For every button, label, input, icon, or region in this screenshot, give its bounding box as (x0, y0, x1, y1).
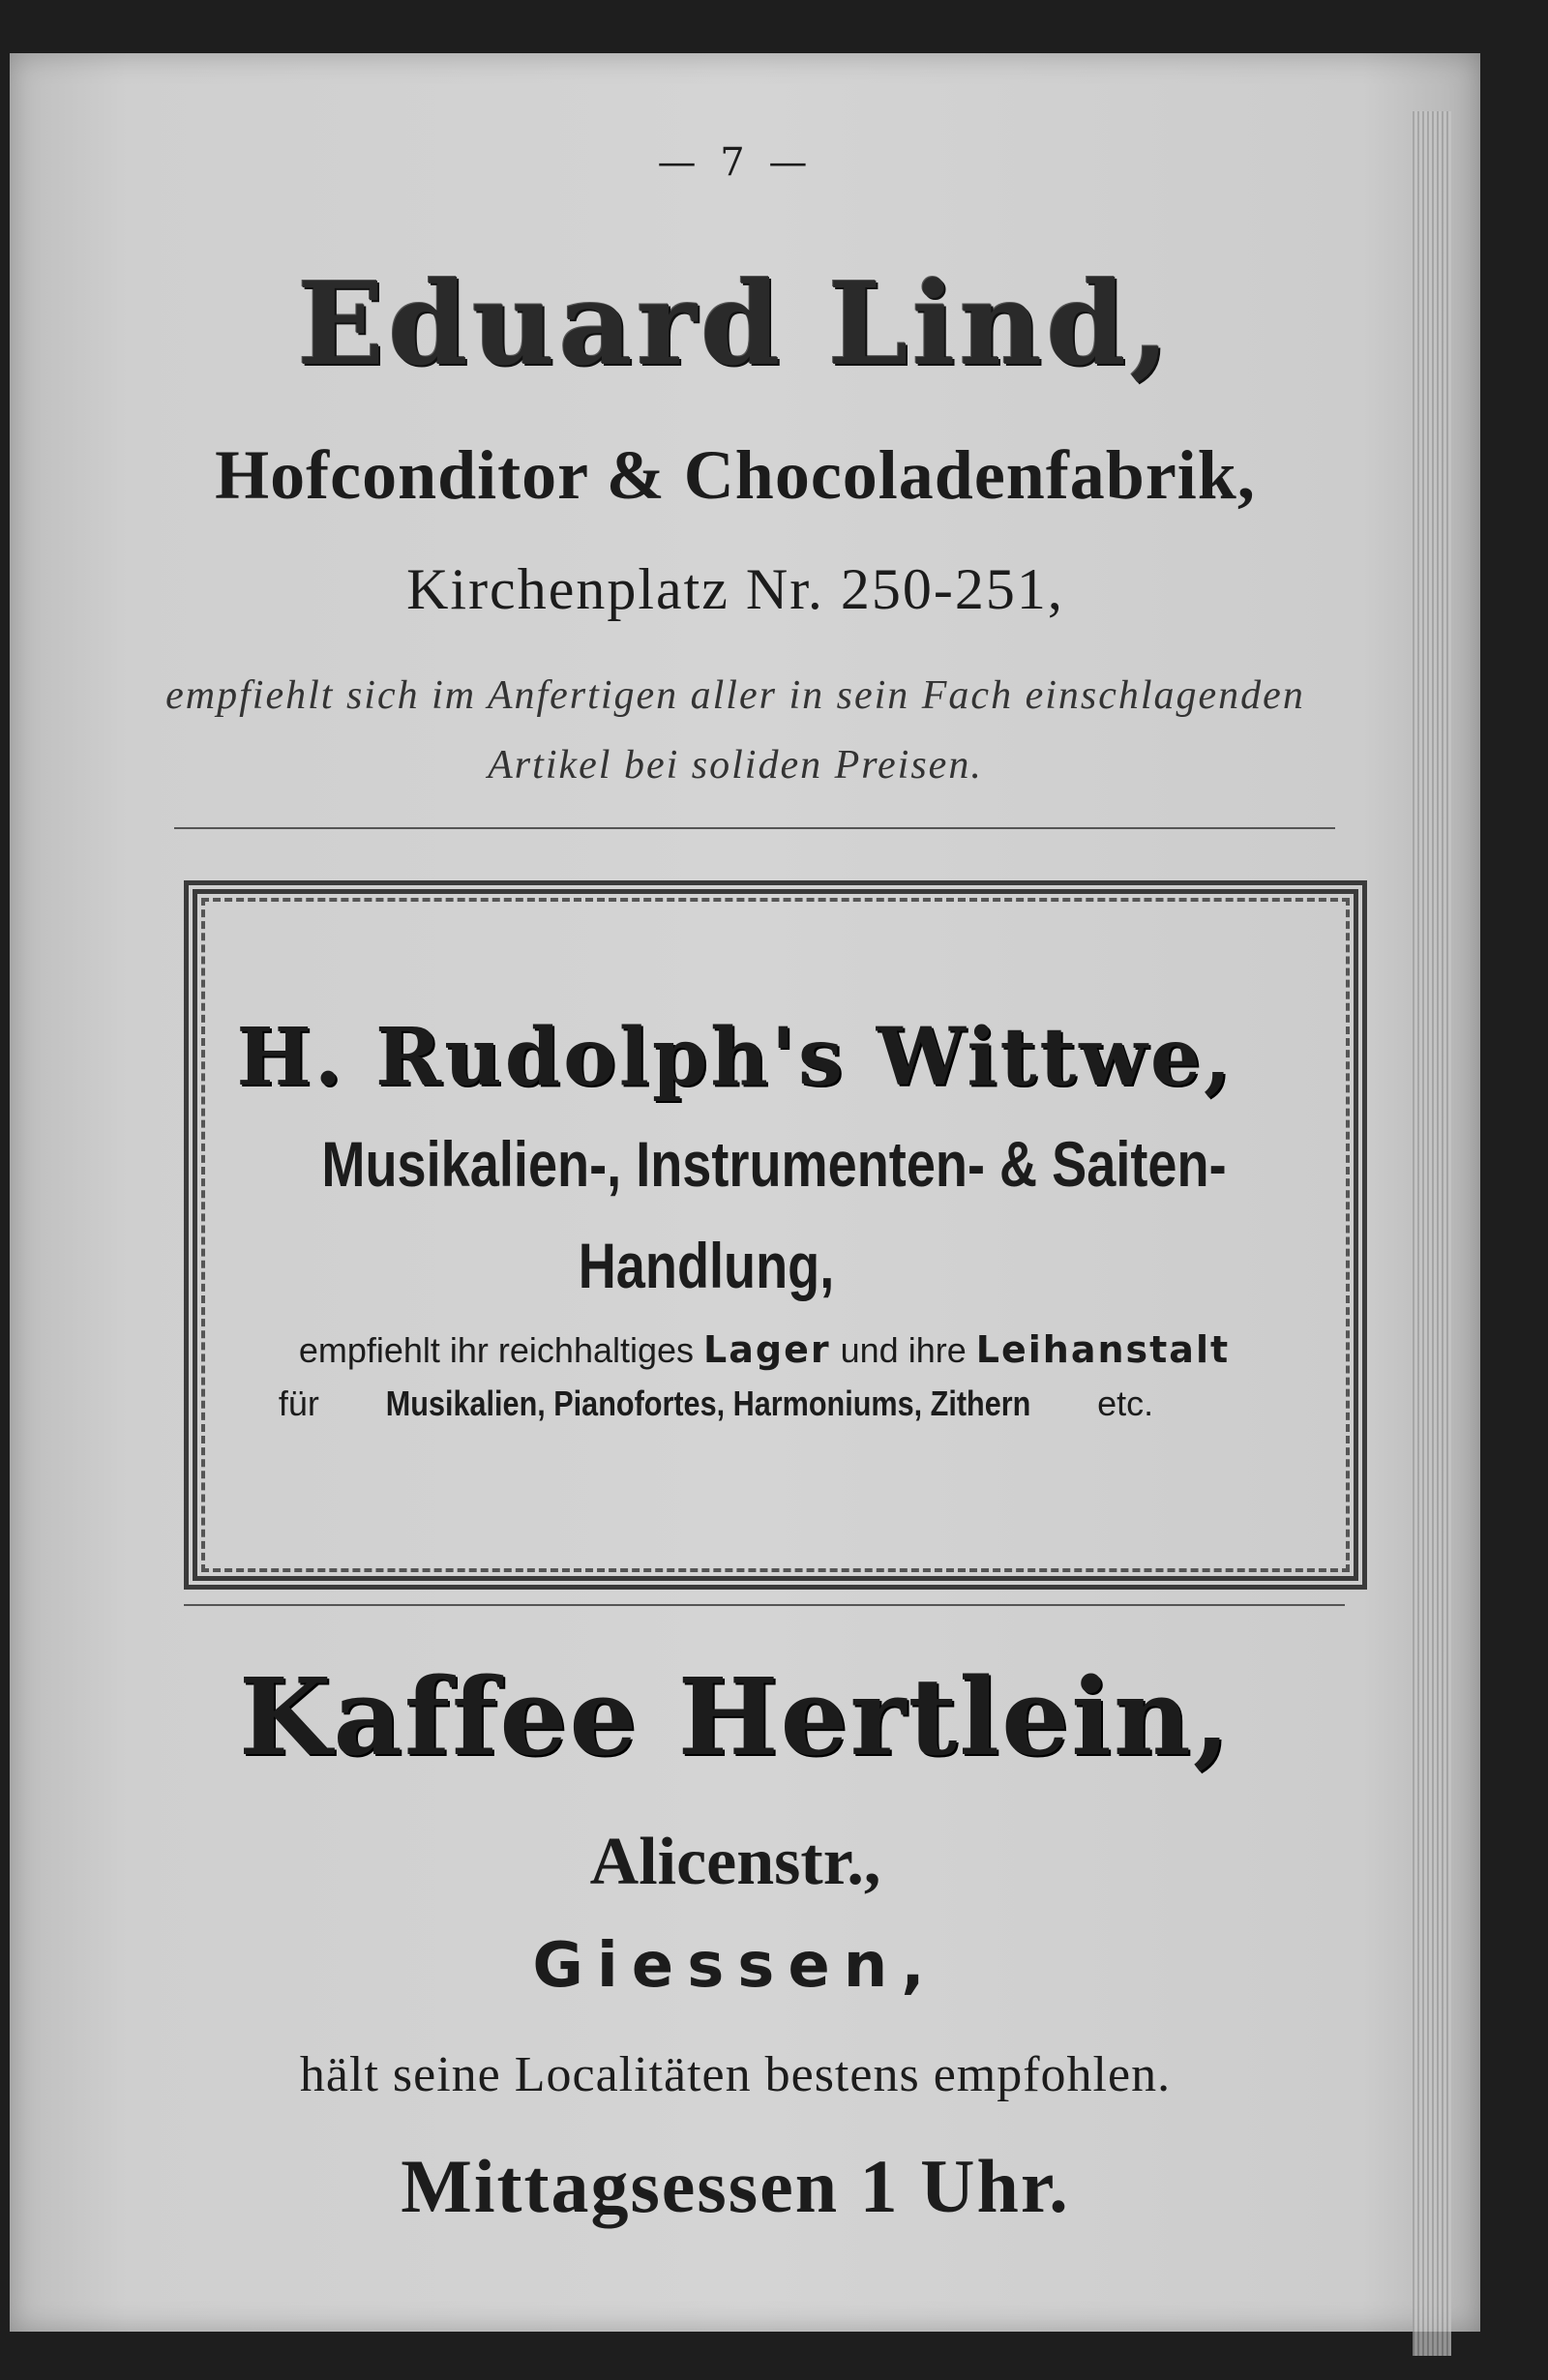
hertlein-business-name: Kaffee Hertlein, (238, 1654, 1233, 1779)
lind-address: Kirchenplatz Nr. 250-251, (406, 557, 1064, 621)
rudolph-desc2-items: Musikalien, Pianofortes, Harmoniums, Zithern (385, 1383, 1031, 1423)
rudolph-lager: Lager (703, 1328, 831, 1371)
rudolph-leihanstalt: Leihanstalt (975, 1328, 1231, 1371)
rudolph-line2: Handlung, (578, 1230, 835, 1301)
hertlein-street: Alicenstr., (589, 1825, 881, 1899)
rudolph-desc1-prefix: empfiehlt ihr reichhaltiges (298, 1330, 695, 1370)
hertlein-description: hält seine Localitäten bestens empfohlen. (299, 2047, 1172, 2102)
lind-description-line2: Artikel bei soliden Preisen. (488, 743, 983, 788)
rudolph-business-name: H. Rudolph's Wittwe, (236, 1011, 1235, 1104)
divider-rule-2 (184, 1604, 1345, 1606)
hertlein-lunch-time: Mittagsessen 1 Uhr. (401, 2144, 1070, 2228)
lind-description-line1: empfiehlt sich im Anfertigen aller in sein Fach einschlagenden (165, 673, 1305, 718)
rudolph-description-line1 (39, 1328, 1490, 1371)
rudolph-desc2-suffix: etc. (1097, 1383, 1154, 1423)
hertlein-city: Giessen, (532, 1930, 938, 2002)
page-sheet (10, 53, 1480, 2332)
rudolph-description-line2 (0, 1383, 1442, 1424)
lind-subtitle: Hofconditor & Chocoladenfabrik, (215, 436, 1256, 514)
page-number: — 7 — (657, 140, 814, 185)
rudolph-desc1-middle: und ihre (840, 1330, 967, 1370)
divider-rule-1 (174, 827, 1335, 829)
rudolph-desc2-prefix: für (278, 1383, 319, 1423)
rudolph-line1: Musikalien-, Instrumenten- & Saiten- (321, 1128, 1227, 1200)
lind-business-name: Eduard Lind, (297, 256, 1174, 391)
